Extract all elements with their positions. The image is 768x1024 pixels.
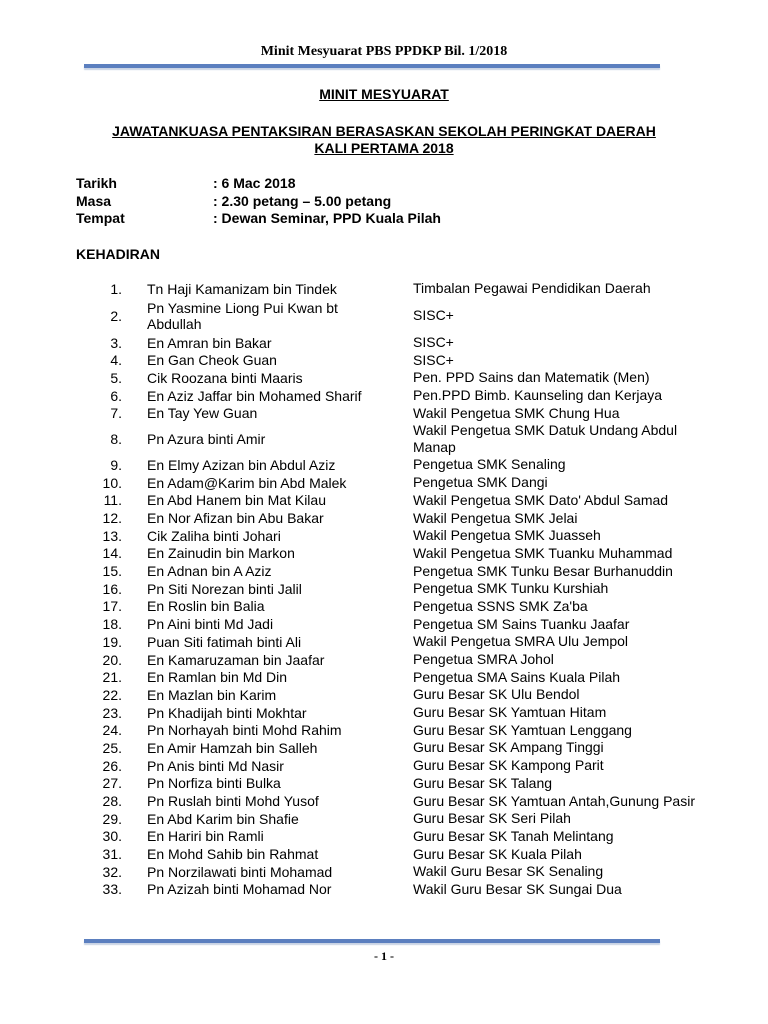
attendance-row bbox=[0, 881, 768, 899]
attendance-row bbox=[0, 704, 768, 722]
attendee-role: SISC+ bbox=[413, 307, 454, 324]
attendee-role: Timbalan Pegawai Pendidikan Daerah bbox=[413, 280, 651, 297]
attendance-row bbox=[0, 527, 768, 545]
attendee-name: Cik Zaliha binti Johari bbox=[147, 527, 281, 544]
row-number: 16. bbox=[102, 580, 122, 597]
attendance-row bbox=[0, 492, 768, 510]
row-number: 17. bbox=[102, 598, 122, 615]
attendance-row bbox=[0, 280, 768, 298]
document-subtitle-line2: KALI PERTAMA 2018 bbox=[314, 140, 454, 156]
attendee-name: En Mazlan bin Karim bbox=[147, 686, 277, 703]
attendee-name: En Zainudin bin Markon bbox=[147, 545, 295, 562]
attendee-role: Guru Besar SK Kampong Parit bbox=[413, 757, 604, 774]
attendee-name: Pn Norzilawati binti Mohamad bbox=[147, 863, 333, 880]
attendee-role: Pengetua SMA Sains Kuala Pilah bbox=[413, 668, 621, 685]
attendee-role: Pengetua SM Sains Tuanku Jaafar bbox=[413, 615, 630, 632]
attendee-role: Wakil Pengetua SMK Dato' Abdul Samad bbox=[413, 491, 669, 508]
attendee-role: Wakil Guru Besar SK Sungai Dua bbox=[413, 880, 622, 897]
attendance-row bbox=[0, 615, 768, 633]
attendee-role: Guru Besar SK Seri Pilah bbox=[413, 810, 571, 827]
row-number: 3. bbox=[110, 334, 122, 351]
attendee-role: Wakil Pengetua SMK Juasseh bbox=[413, 527, 601, 544]
attendance-row bbox=[0, 668, 768, 686]
row-number: 32. bbox=[102, 863, 122, 880]
venue-value: : Dewan Seminar, PPD Kuala Pilah bbox=[213, 210, 441, 226]
attendance-row bbox=[0, 298, 768, 334]
time-label: Masa bbox=[76, 193, 112, 209]
row-number: 24. bbox=[102, 722, 122, 739]
row-number: 21. bbox=[102, 669, 122, 686]
attendee-role: Wakil Pengetua SMK Datuk Undang Abdul Manap bbox=[413, 422, 678, 456]
row-number: 26. bbox=[102, 757, 122, 774]
row-number: 2. bbox=[110, 307, 122, 324]
row-number: 25. bbox=[102, 739, 122, 756]
attendee-role: Wakil Pengetua SMK Chung Hua bbox=[413, 404, 620, 421]
attendance-row bbox=[0, 387, 768, 405]
row-number: 9. bbox=[110, 456, 122, 473]
attendee-role: Pengetua SMRA Johol bbox=[413, 651, 554, 668]
row-number: 8. bbox=[110, 431, 122, 448]
attendee-name: Cik Roozana binti Maaris bbox=[147, 369, 303, 386]
attendance-row bbox=[0, 404, 768, 422]
attendance-row bbox=[0, 456, 768, 474]
attendance-row bbox=[0, 422, 768, 456]
attendee-name: En Kamaruzaman bin Jaafar bbox=[147, 651, 325, 668]
document-title: MINIT MESYUARAT bbox=[319, 86, 449, 102]
row-number: 10. bbox=[102, 474, 122, 491]
attendee-role: Wakil Pengetua SMRA Ulu Jempol bbox=[413, 633, 629, 650]
attendee-name: En Mohd Sahib bin Rahmat bbox=[147, 846, 319, 863]
attendee-name: En Abd Karim bin Shafie bbox=[147, 810, 299, 827]
attendee-role: Wakil Guru Besar SK Senaling bbox=[413, 863, 604, 880]
attendee-role: Guru Besar SK Talang bbox=[413, 774, 553, 791]
venue-label: Tempat bbox=[76, 210, 125, 226]
row-number: 6. bbox=[110, 387, 122, 404]
attendee-role: Pengetua SMK Dangi bbox=[413, 474, 548, 491]
attendance-row bbox=[0, 651, 768, 669]
attendance-heading: KEHADIRAN bbox=[76, 246, 160, 262]
attendee-name: Pn Yasmine Liong Pui Kwan bt Abdullah bbox=[147, 299, 338, 332]
document-subtitle-line1: JAWATANKUASA PENTAKSIRAN BERASASKAN SEKOLAH PERINGKAT DAERAH bbox=[112, 123, 656, 139]
attendee-name: En Hariri bin Ramli bbox=[147, 828, 264, 845]
page-number: - 1 - bbox=[374, 949, 394, 963]
attendee-name: Puan Siti fatimah binti Ali bbox=[147, 633, 302, 650]
row-number: 5. bbox=[110, 369, 122, 386]
attendance-row bbox=[0, 810, 768, 828]
attendee-name: En Adnan bin A Aziz bbox=[147, 563, 272, 580]
attendee-role: Pengetua SSNS SMK Za'ba bbox=[413, 597, 588, 614]
attendance-row bbox=[0, 633, 768, 651]
attendee-role: Pengetua SMK Senaling bbox=[413, 456, 566, 473]
attendee-role: Wakil Pengetua SMK Tuanku Muhammad bbox=[413, 544, 673, 561]
attendance-row bbox=[0, 739, 768, 757]
attendee-name: Pn Anis binti Md Nasir bbox=[147, 757, 284, 774]
attendee-name: Pn Norfiza binti Bulka bbox=[147, 775, 281, 792]
row-number: 23. bbox=[102, 704, 122, 721]
row-number: 20. bbox=[102, 651, 122, 668]
attendee-name: En Tay Yew Guan bbox=[147, 405, 258, 422]
attendee-role: Pen. PPD Sains dan Matematik (Men) bbox=[413, 369, 650, 386]
attendee-role: Guru Besar SK Kuala Pilah bbox=[413, 845, 582, 862]
attendance-row bbox=[0, 562, 768, 580]
attendee-name: Pn Azura binti Amir bbox=[147, 431, 266, 448]
attendance-list bbox=[0, 280, 768, 898]
attendee-name: Pn Siti Norezan binti Jalil bbox=[147, 580, 302, 597]
attendee-name: Pn Ruslah binti Mohd Yusof bbox=[147, 793, 319, 810]
attendance-row bbox=[0, 351, 768, 369]
row-number: 11. bbox=[103, 492, 122, 509]
attendee-name: Pn Norhayah binti Mohd Rahim bbox=[147, 722, 342, 739]
attendee-name: En Aziz Jaffar bin Mohamed Sharif bbox=[147, 387, 362, 404]
attendee-role: Guru Besar SK Yamtuan Hitam bbox=[413, 704, 607, 721]
attendee-name: En Gan Cheok Guan bbox=[147, 352, 277, 369]
attendee-role: Guru Besar SK Ulu Bendol bbox=[413, 686, 580, 703]
attendance-row bbox=[0, 509, 768, 527]
date-value: : 6 Mac 2018 bbox=[213, 175, 296, 191]
header-divider bbox=[84, 64, 660, 68]
row-number: 27. bbox=[102, 775, 122, 792]
row-number: 12. bbox=[102, 510, 122, 527]
row-number: 33. bbox=[102, 881, 122, 898]
attendee-role: Pen.PPD Bimb. Kaunseling dan Kerjaya bbox=[413, 387, 663, 404]
attendance-row bbox=[0, 334, 768, 352]
row-number: 13. bbox=[102, 527, 122, 544]
running-header: Minit Mesyuarat PBS PPDKP Bil. 1/2018 bbox=[260, 44, 508, 59]
attendee-name: En Amir Hamzah bin Salleh bbox=[147, 739, 318, 756]
attendance-row bbox=[0, 580, 768, 598]
row-number: 29. bbox=[102, 810, 122, 827]
attendance-row bbox=[0, 598, 768, 616]
attendance-row bbox=[0, 775, 768, 793]
attendee-name: En Roslin bin Balia bbox=[147, 598, 265, 615]
attendance-row bbox=[0, 792, 768, 810]
row-number: 14. bbox=[102, 545, 122, 562]
row-number: 1. bbox=[110, 280, 122, 297]
row-number: 4. bbox=[110, 352, 122, 369]
row-number: 15. bbox=[102, 563, 122, 580]
footer-divider bbox=[84, 939, 660, 943]
attendee-name: En Nor Afizan bin Abu Bakar bbox=[147, 510, 324, 527]
attendee-name: Pn Aini binti Md Jadi bbox=[147, 616, 274, 633]
attendance-row bbox=[0, 828, 768, 846]
attendee-name: En Adam@Karim bin Abd Malek bbox=[147, 474, 347, 491]
attendee-role: Pengetua SMK Tunku Kurshiah bbox=[413, 580, 609, 597]
attendee-role: SISC+ bbox=[413, 334, 454, 351]
attendee-name: Pn Khadijah binti Mokhtar bbox=[147, 704, 307, 721]
attendance-row bbox=[0, 369, 768, 387]
attendee-name: En Elmy Azizan bin Abdul Aziz bbox=[147, 456, 336, 473]
attendance-row bbox=[0, 845, 768, 863]
attendee-role: Guru Besar SK Yamtuan Lenggang bbox=[413, 721, 632, 738]
attendance-row bbox=[0, 545, 768, 563]
attendance-row bbox=[0, 757, 768, 775]
attendee-role: SISC+ bbox=[413, 351, 454, 368]
row-number: 22. bbox=[102, 686, 122, 703]
attendee-name: En Ramlan bin Md Din bbox=[147, 669, 288, 686]
attendee-role: Wakil Pengetua SMK Jelai bbox=[413, 509, 578, 526]
attendance-row bbox=[0, 686, 768, 704]
row-number: 31. bbox=[102, 846, 122, 863]
row-number: 30. bbox=[102, 828, 122, 845]
time-value: : 2.30 petang – 5.00 petang bbox=[213, 193, 392, 209]
attendee-role: Guru Besar SK Ampang Tinggi bbox=[413, 739, 604, 756]
attendee-name: En Amran bin Bakar bbox=[147, 334, 272, 351]
attendee-name: En Abd Hanem bin Mat Kilau bbox=[147, 492, 326, 509]
attendance-row bbox=[0, 721, 768, 739]
attendee-role: Pengetua SMK Tunku Besar Burhanuddin bbox=[413, 562, 673, 579]
attendance-row bbox=[0, 863, 768, 881]
attendee-role: Guru Besar SK Tanah Melintang bbox=[413, 827, 614, 844]
attendee-role: Guru Besar SK Yamtuan Antah,Gunung Pasir bbox=[413, 792, 695, 809]
attendee-name: Pn Azizah binti Mohamad Nor bbox=[147, 881, 332, 898]
attendee-name: Tn Haji Kamanizam bin Tindek bbox=[147, 280, 337, 297]
row-number: 18. bbox=[102, 616, 122, 633]
attendance-row bbox=[0, 474, 768, 492]
row-number: 7. bbox=[110, 405, 122, 422]
row-number: 19. bbox=[102, 633, 122, 650]
row-number: 28. bbox=[102, 793, 122, 810]
date-label: Tarikh bbox=[76, 175, 117, 191]
